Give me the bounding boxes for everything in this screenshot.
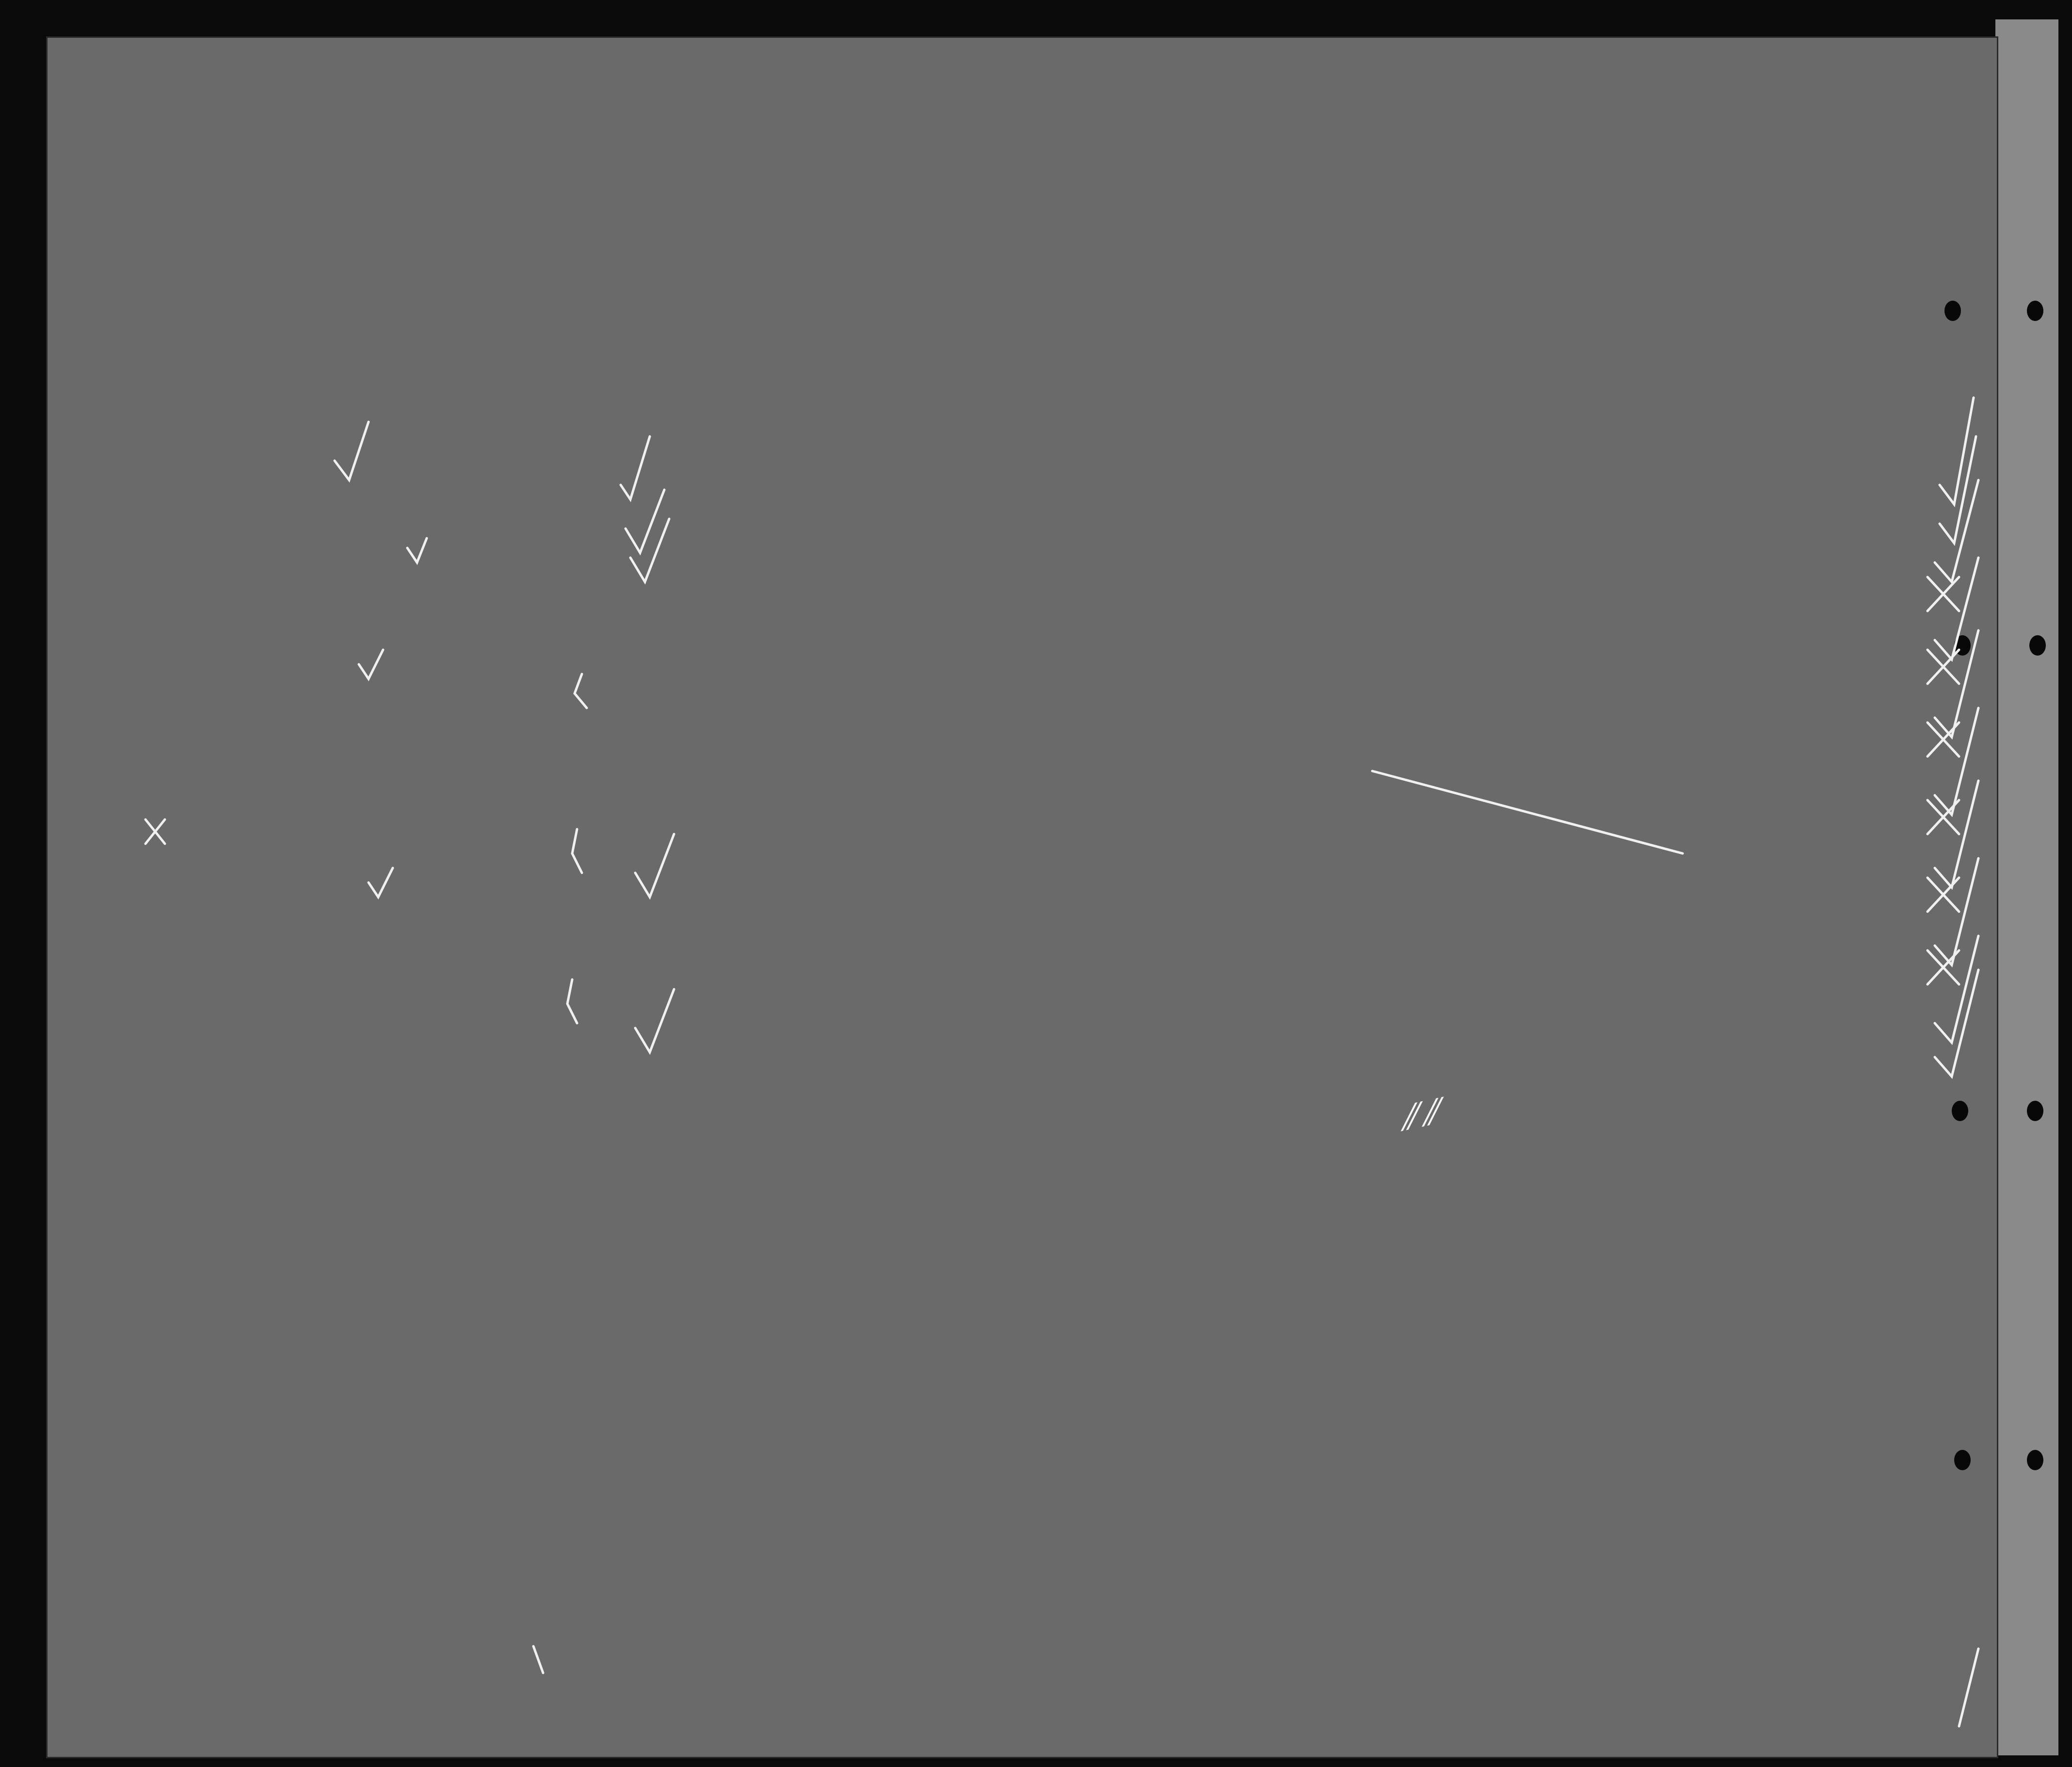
check-mark <box>572 829 582 873</box>
check-mark <box>407 538 427 562</box>
check-mark <box>1940 398 1974 504</box>
check-mark <box>1927 577 1959 611</box>
check-mark <box>1927 650 1959 684</box>
check-mark <box>635 989 674 1052</box>
check-mark <box>335 422 369 480</box>
check-mark <box>533 1646 543 1673</box>
check-mark <box>575 674 587 708</box>
inspector-initials: ⁄⁄ ⁄⁄ <box>1402 1092 1443 1138</box>
check-mark <box>145 819 165 844</box>
check-mark <box>359 650 383 679</box>
check-mark <box>1959 1649 1978 1726</box>
check-mark <box>1372 771 1683 853</box>
check-mark <box>621 436 650 499</box>
check-mark <box>635 834 674 897</box>
check-mark <box>567 980 577 1023</box>
check-mark <box>1927 878 1959 912</box>
check-mark <box>369 868 393 897</box>
